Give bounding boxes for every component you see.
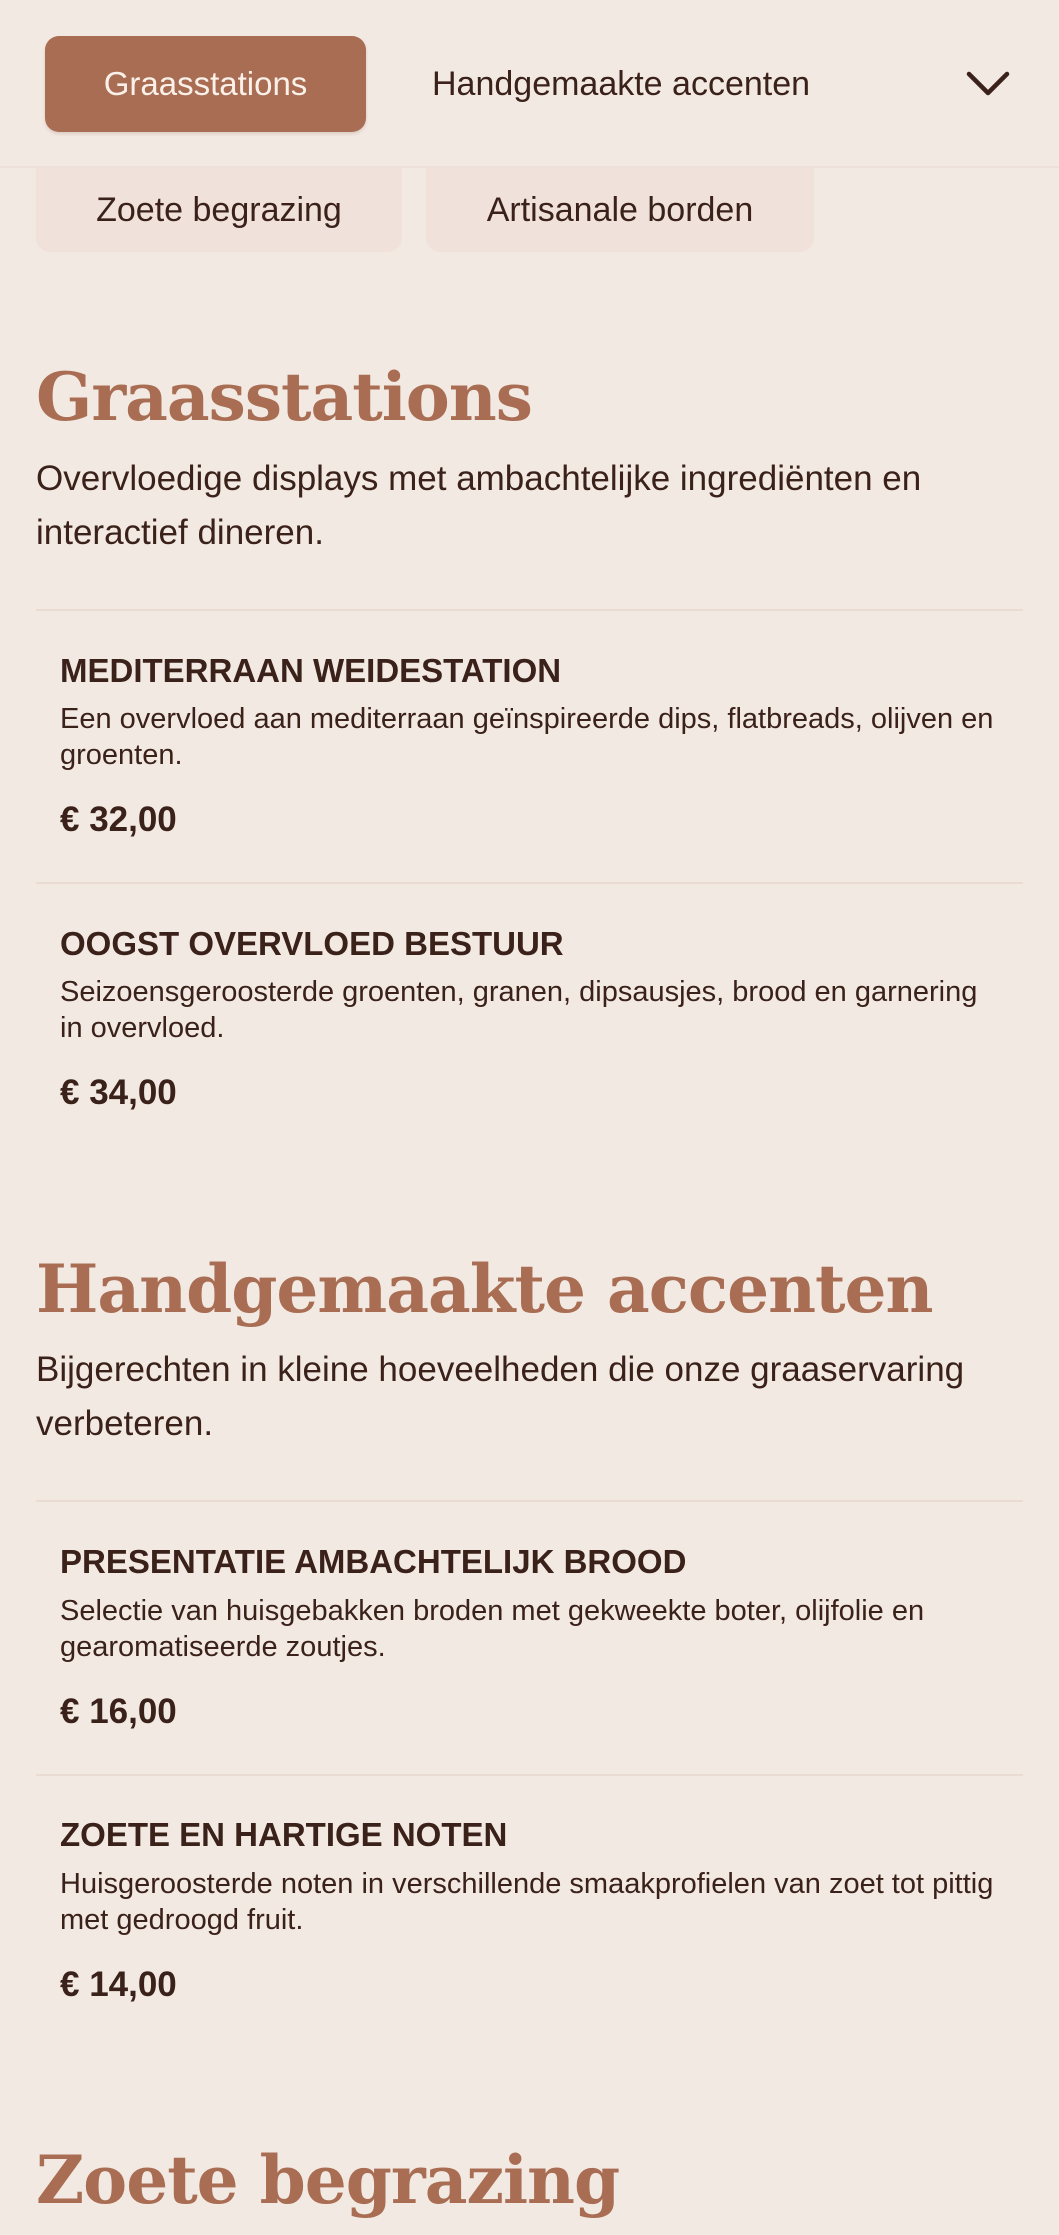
- tab-label: Artisanale borden: [486, 190, 754, 229]
- item-name: ZOETE EN HARTIGE NOTEN: [60, 1816, 508, 1853]
- tab-label: Zoete begrazing: [96, 190, 342, 229]
- chevron-down-icon: [966, 71, 1010, 97]
- item-price: € 32,00: [60, 800, 177, 839]
- item-price: € 16,00: [60, 1692, 177, 1731]
- tab-handgemaakte-accenten[interactable]: [432, 36, 810, 132]
- item-description: Selectie van huisgebakken broden met gekweekte boter, olijfolie en gearomatiseerde zoutjes.: [60, 1595, 925, 1663]
- item-description: Een overvloed aan mediterraan geïnspireerde dips, flatbreads, olijven en groenten.: [60, 703, 994, 771]
- expand-tabs-button[interactable]: [962, 60, 1014, 108]
- divider: [36, 1774, 1023, 1776]
- section-title: Handgemaakte accenten: [36, 1250, 933, 1328]
- item-price: € 14,00: [60, 1965, 177, 2004]
- item-description: Huisgeroosterde noten in verschillende smaakprofielen van zoet tot pittig met gedroogd fruit.: [60, 1868, 994, 1936]
- section-title: Zoete begrazing: [36, 2141, 620, 2219]
- divider: [36, 1500, 1023, 1502]
- divider: [36, 882, 1023, 884]
- divider: [36, 609, 1023, 611]
- item-name: MEDITERRAAN WEIDESTATION: [60, 652, 562, 689]
- tab-zoete-begrazing[interactable]: [36, 168, 402, 252]
- item-description: Seizoensgeroosterde groenten, granen, dipsausjes, brood en garnering in overvloed.: [60, 976, 978, 1044]
- tab-label: Handgemaakte accenten: [432, 64, 811, 103]
- item-name: PRESENTATIE AMBACHTELIJK BROOD: [60, 1543, 687, 1580]
- tab-artisanale-borden[interactable]: [426, 168, 814, 252]
- section-description: Overvloedige displays met ambachtelijke ingrediënten en interactief dineren.: [36, 459, 922, 552]
- item-price: € 34,00: [60, 1073, 177, 1112]
- tab-graasstations[interactable]: [45, 36, 366, 132]
- section-title: Graasstations: [36, 358, 532, 436]
- section-description: Bijgerechten in kleine hoeveelheden die onze graaservaring verbeteren.: [36, 1350, 965, 1443]
- item-name: OOGST OVERVLOED BESTUUR: [60, 925, 564, 962]
- tab-label: Graasstations: [103, 65, 308, 102]
- category-tab-bar: [0, 0, 1059, 168]
